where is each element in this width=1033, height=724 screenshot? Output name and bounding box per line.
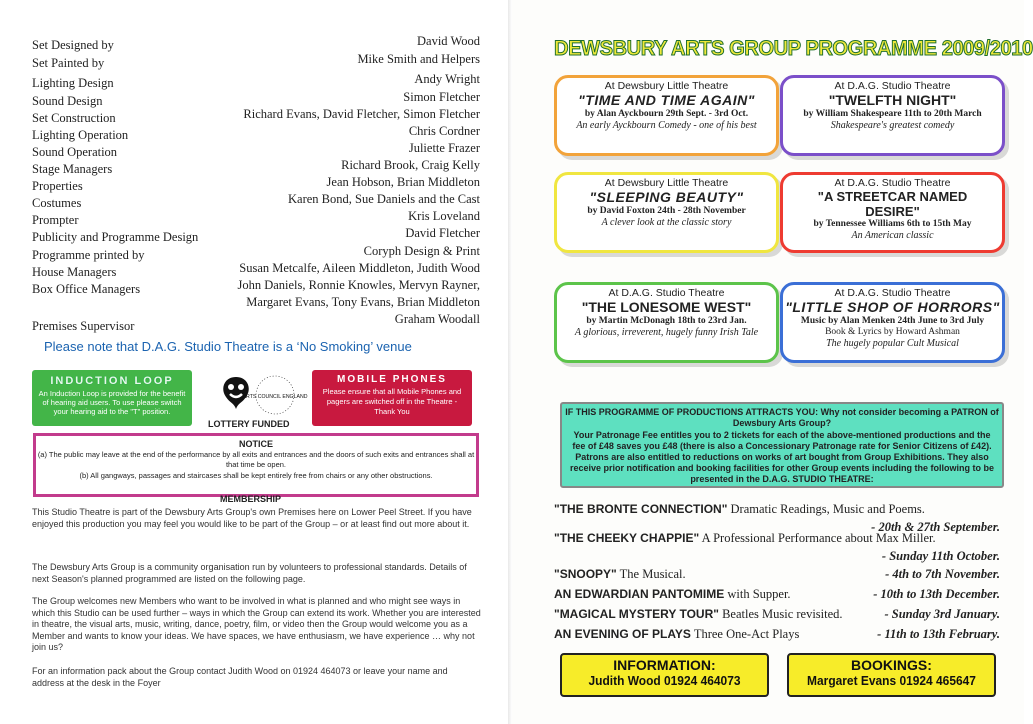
event-item [554,567,686,582]
production-author: by Martin McDonagh [586,316,676,326]
event-title: AN EVENING OF PLAYS [554,627,691,641]
information-title: INFORMATION: [613,657,716,673]
programme-title: DEWSBURY ARTS GROUP PROGRAMME 2009/2010 [554,37,1033,60]
production-card [780,282,1005,363]
credit-name: Margaret Evans, Tony Evans, Brian Middleton [246,295,480,309]
production-dates: 18th to 23rd Jan. [677,316,747,326]
credit-role: Box Office Managers [32,282,141,296]
production-dates: 24th - 28th November [657,206,746,216]
event-title: "MAGICAL MYSTERY TOUR" [554,607,719,621]
event-title: "THE BRONTE CONNECTION" [554,502,728,516]
credit-row [32,312,480,335]
credit-name: Karen Bond, Sue Daniels and the Cast [288,192,480,206]
arts-council-logo [242,372,308,418]
bookings-box [787,653,996,697]
credit-role: Prompter [32,213,79,227]
production-venue: At D.A.G. Studio Theatre [834,287,951,299]
event-item [554,627,799,642]
event-title: AN EDWARDIAN PANTOMIME [554,587,725,601]
production-title: "THE LONESOME WEST" [581,299,752,315]
credit-role: Set Designed by [32,38,114,52]
production-card [554,282,779,363]
event-description: The Musical. [619,567,686,581]
membership-paragraph: For an information pack about the Group contact Judith Wood on 01924 464073 or leave your name and address at the desk in the Foyer [32,666,448,688]
credit-role: Lighting Design [32,76,114,90]
mobile-phones-text: Please ensure that all Mobile Phones and pagers are switched off in the Theatre - Thank You [322,387,462,416]
patron-heading: IF THIS PROGRAMME OF PRODUCTIONS ATTRACTS YOU: Why not consider becoming a PATRON of Dewsbury Arts Group? [565,407,999,428]
event-item [554,531,936,546]
production-description: A glorious, irreverent, hugely funny Irish Tale [574,327,759,338]
production-dates: 29th Sept. - 3rd Oct. [665,109,749,119]
event-item [554,502,925,517]
event-date: - 11th to 13th February. [877,627,1000,641]
credit-role: Costumes [32,196,82,210]
event-item [554,587,791,602]
event-date: - Sunday 11th October. [881,549,1000,563]
production-dates: 24th June to 3rd July [897,316,985,326]
production-description: The hugely popular Cult Musical [826,338,959,349]
production-venue: At Dewsbury Little Theatre [604,80,729,92]
patron-body: Your Patronage Fee entitles you to 2 tickets for each of the above-mentioned productions and the fee of £48 saves you £48 (there is also a Concessionary Patronage rate for Senior Citizens of £42). Patrons are also entitled to reductions on works of art bought from Group Exhibitions. They also receive prior notification and booking facilities for other Group events including the following to be presented in the D.A.G. STUDIO THEATRE: [569,430,995,484]
mobile-phones-title: MOBILE PHONES [337,374,447,385]
event-date: - 10th to 13th December. [873,587,1000,601]
production-author: Music by Alan Menken [800,316,896,326]
credit-role: Sound Design [32,94,103,108]
left-page [0,0,512,724]
right-page [512,0,1033,724]
credit-role: Lighting Operation [32,128,129,142]
production-credit [557,206,776,217]
production-title: "A STREETCAR NAMED DESIRE" [817,189,968,219]
production-author: by William Shakespeare [803,109,902,119]
production-dates: 11th to 20th March [903,109,982,119]
production-title: "TWELFTH NIGHT" [828,92,957,108]
production-title: "TIME AND TIME AGAIN" [578,92,755,108]
information-box [560,653,769,697]
production-venue: At D.A.G. Studio Theatre [608,287,725,299]
production-description: A clever look at the classic story [601,217,732,228]
notice-box [33,433,479,497]
membership-paragraph: The Group welcomes new Members who want to be involved in what is planned and who might see ways in which this Studio can be used further – ways in which the Group can extend its work. Whether you are interested in theatre, the visual arts, music, writing, dance, poetry, film, or video then the Group would welcome you as a Member and wants to know your ideas. We have spaces, we have enthusiasm, we have experience … why not join us? [32,596,481,652]
credit-name: Simon Fletcher [403,90,480,104]
event-description: A Professional Performance about Max Miller. [701,531,936,545]
induction-loop-box [32,370,192,426]
production-credit [557,316,776,327]
credit-name: Susan Metcalfe, Aileen Middleton, Judith Wood [239,261,480,275]
production-venue: At Dewsbury Little Theatre [604,177,729,189]
production-venue: At D.A.G. Studio Theatre [834,177,951,189]
production-author: by David Foxton [587,206,655,216]
arts-council-text: ARTS COUNCIL ENGLAND [242,394,308,400]
credit-name: John Daniels, Ronnie Knowles, Mervyn Rayner, [237,278,480,292]
production-card [554,75,779,156]
production-credit [783,219,1002,230]
production-credit [783,109,1002,120]
credit-role: Set Painted by [32,56,105,70]
production-credit [783,316,1002,327]
credit-row [32,52,480,73]
credit-role: Sound Operation [32,145,118,159]
production-credit [557,109,776,120]
event-date: - Sunday 3rd January. [884,607,1000,621]
credit-name: David Fletcher [405,226,480,240]
membership-paragraph: The Dewsbury Arts Group is a community organisation run by volunteers to professional standards. Details of next Season's planned programmed are listed on the following page. [32,562,467,584]
mobile-phones-box [312,370,472,426]
credit-role: Properties [32,179,83,193]
information-contact: Judith Wood 01924 464073 [588,673,741,688]
production-title: "SLEEPING BEAUTY" [589,189,744,205]
bookings-title: BOOKINGS: [851,657,932,673]
production-description: Shakespeare's greatest comedy [830,120,955,131]
production-title: "LITTLE SHOP OF HORRORS" [785,299,1000,315]
production-card [780,75,1005,156]
notice-title: NOTICE [238,439,273,449]
bookings-contact: Margaret Evans 01924 465647 [807,673,976,688]
credit-role: Publicity and Programme Design [32,230,199,244]
credit-name: Kris Loveland [408,209,480,223]
notice-line-a: (a) The public may leave at the end of the performance by all exits and entrances and the doors of such exits and entrances shall at that time be open. [37,450,475,469]
event-date: - 20th & 27th September. [871,520,1000,534]
credit-role: House Managers [32,265,117,279]
event-description: Three One-Act Plays [693,627,800,641]
event-description: Dramatic Readings, Music and Poems. [730,502,925,516]
event-date: - 4th to 7th November. [885,567,1000,581]
credit-name: Jean Hobson, Brian Middleton [326,175,480,189]
induction-loop-title: INDUCTION LOOP [50,375,174,387]
credit-name: Andy Wright [414,72,480,86]
credit-name: Richard Brook, Craig Kelly [341,158,480,172]
production-description: An early Ayckbourn Comedy - one of his best [576,120,757,131]
induction-loop-text: An Induction Loop is provided for the benefit of hearing aid users. To use please switch your hearing aid to the "T" position. [38,389,186,416]
notice-line-b: (b) All gangways, passages and staircases shall be kept entirely free from chairs or any other obstructions. [79,471,433,480]
production-card [780,172,1005,253]
event-item [554,607,843,622]
event-description: Beatles Music revisited. [722,607,843,621]
production-lyrics-credit: Book & Lyrics by Howard Ashman [825,327,960,337]
credit-name: Chris Cordner [408,124,480,138]
production-author: by Tennessee Williams [813,219,905,229]
membership-title: MEMBERSHIP [220,494,282,504]
event-title: "SNOOPY" [554,567,617,581]
credit-name: Mike Smith and Helpers [357,52,480,66]
credit-name: David Wood [417,34,480,48]
credit-name: Juliette Frazer [408,141,480,155]
no-smoking-notice: Please note that D.A.G. Studio Theatre is a ‘No Smoking’ venue [44,339,412,354]
credit-name: Graham Woodall [394,312,480,326]
lottery-funded-label: LOTTERY FUNDED [208,419,290,429]
production-venue: At D.A.G. Studio Theatre [834,80,951,92]
patron-box [560,402,1004,488]
event-title: "THE CHEEKY CHAPPIE" [554,531,700,545]
production-description: An American classic [851,230,934,241]
credit-name: Coryph Design & Print [363,244,480,258]
credit-role: Premises Supervisor [32,319,135,333]
membership-paragraph: This Studio Theatre is part of the Dewsbury Arts Group's own Premises here on Lower Peel Street. If you have enjoyed this production you may feel you would like to be part of the Group – or at least find out more about it. [32,507,472,529]
event-description: with Supper. [727,587,791,601]
credit-role: Stage Managers [32,162,113,176]
production-card [554,172,779,253]
credit-role: Set Construction [32,111,116,125]
production-dates: 6th to 15th May [906,219,972,229]
credit-name: Richard Evans, David Fletcher, Simon Fletcher [243,107,480,121]
production-author: by Alan Ayckbourn [584,109,664,119]
credit-role: Programme printed by [32,248,145,262]
